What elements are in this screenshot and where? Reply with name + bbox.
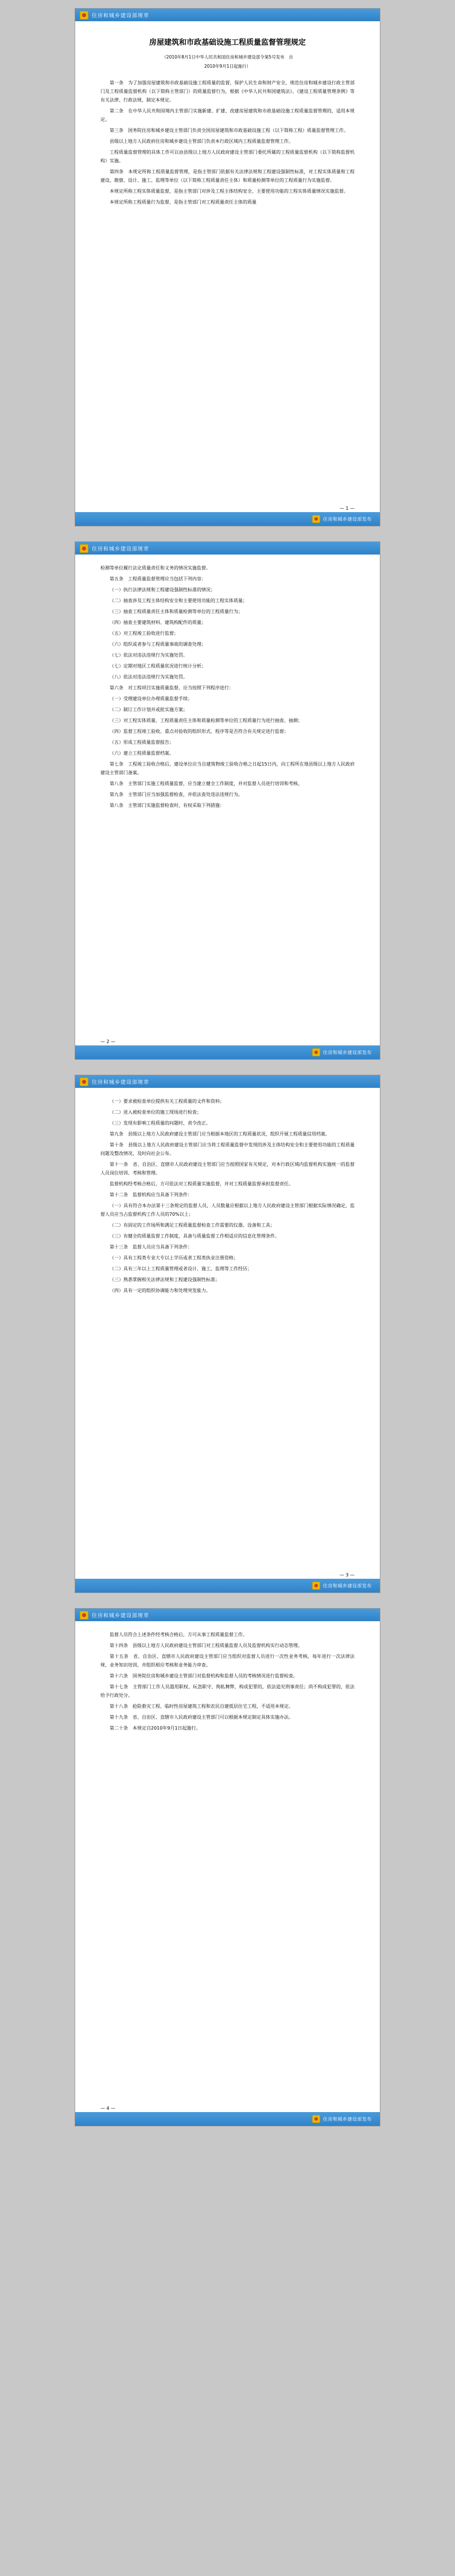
national-emblem-icon [312, 515, 320, 523]
paragraph: （一）要求被检查单位提供有关工程质量的文件和资料； [110, 1099, 224, 1104]
paragraph: （二）制订工作计划并或批实施方案； [110, 707, 188, 712]
paragraph: 第五条 工程质量监督管理应当包括下列内容： [110, 576, 206, 581]
paragraph: （四）具有一定的组织协调能力和处理突发能力。 [110, 1288, 211, 1293]
paragraph: （一）具有符合本办法第十三条规定的监督人员，人员数量应根据以上地方人民政府建设主管部门根据实际情况确定，监督人员应当占监督机构工作人员的70%以上； [100, 1203, 355, 1217]
footer-text: 住房和城乡建设部发布 [323, 2116, 372, 2122]
paragraph: （四）抽查主要建筑材料、建筑构配件的质量； [110, 620, 206, 625]
page-footer [75, 1045, 380, 1059]
page-number: — 2 — [100, 1039, 116, 1044]
paragraph: （三）抽查工程质量责任主体和质量检测等单位的工程质量行为； [110, 609, 243, 614]
page-body [75, 21, 380, 526]
paragraph: （八）依法对违法违规行为实施处罚。 [110, 674, 188, 680]
document-page-1 [75, 8, 380, 526]
paragraph: （三）熟悉掌握相关法律法规和工程建设强制性标准； [110, 1277, 220, 1282]
paragraph: 第二条 在中华人民共和国境内主管部门实施新建、扩建、改建房屋建筑和市政基础设施工程质量监督管理的，适用本规定。 [100, 108, 355, 122]
document-subtitle-line1: （2010年8月1日中华人民共和国住房和城乡建设部令第5号发布 自 [162, 54, 293, 60]
paragraph: 第十五条 省、自治区、直辖市人民政府建设主管部门应当组织对监督人员进行一次性业务考核，每年进行一次法律法规、业务知识培训，并组织相应考核和业务能力审查。 [100, 1654, 355, 1668]
page-footer [75, 1579, 380, 1593]
page-header [75, 542, 380, 555]
page-header [75, 1075, 380, 1088]
paragraph: （五）形成工程质量监督报告； [110, 740, 174, 745]
header-title: 住房和城乡建设部规章 [92, 13, 150, 19]
page-footer [75, 2112, 380, 2126]
paragraph: （六）组织或者参与工程质量事故的调查处理； [110, 642, 206, 647]
paragraph: （六）建立工程质量监督档案。 [110, 751, 174, 756]
national-emblem-icon [312, 2115, 320, 2123]
page-footer [75, 512, 380, 526]
footer-text: 住房和城乡建设部发布 [323, 1583, 372, 1588]
footer-text: 住房和城乡建设部发布 [323, 516, 372, 522]
paragraph: 第七条 工程竣工验收合格后，建设单位应当自建筑物竣工验收合格之日起15日内，向工程所在地县级以上地方人民政府建设主管部门备案。 [100, 762, 355, 775]
paragraph: （一）具有工程类专业大专以上学历或者工程类执业注册资格； [110, 1255, 238, 1260]
page-number: — 4 — [100, 2106, 116, 2111]
paragraph: 第九条 县级以上地方人民政府建设主管部门应当根据本地区的工程质量状况，组织开展工程质量信用档案。 [110, 1131, 330, 1137]
paragraph: 第十三条 监督人员应当具备下列条件： [110, 1244, 192, 1250]
paragraph: （三）对工程实体质量、工程质量责任主体和质量检测等单位的工程质量行为进行抽查、抽测； [110, 718, 302, 723]
paragraph: （三）有健全的质量监督工作制度，具备与质量监督工作相适应的信息化管理条件。 [110, 1234, 279, 1239]
page-number: — 1 — [339, 506, 355, 511]
paragraph: （二）抽查涉及工程主体结构安全和主要使用功能的工程实体质量； [110, 598, 247, 603]
paragraph: （七）定期对地区工程质量状况进行统计分析； [110, 663, 206, 669]
page-body [75, 555, 380, 1059]
page-title: 房屋建筑和市政基础设施工程质量监督管理规定 [149, 38, 306, 47]
document-page-2 [75, 541, 380, 1060]
header-title: 住房和城乡建设部规章 [92, 546, 150, 552]
national-emblem-icon [80, 1611, 88, 1619]
paragraph: 本规定所称工程质量行为监督，是指主管部门对工程质量责任主体的质量 [110, 200, 256, 205]
paragraph: （一）执行法律法规和工程建设强制性标准的情况； [110, 587, 215, 592]
paragraph: （三）发现有影响工程质量的问题时，责令改正。 [110, 1121, 211, 1126]
paragraph: 第十一条 省、自治区、直辖市人民政府建设主管部门应当按照国家有关规定，对本行政区域内监督机构实施统一的监督人员岗位培训、考核和管理。 [100, 1162, 355, 1176]
paragraph: 第六条 对工程项目实施质量监督，应当按照下列程序进行： [110, 685, 234, 690]
paragraph: 第九条 主管部门应当加强监督检查，并依法查处违法违规行为。 [110, 792, 243, 797]
page-header [75, 1609, 380, 1621]
page-number: — 3 — [339, 1572, 355, 1578]
paragraph: 第十六条 国务院住房和城乡建设主管部门对监督机构和监督人员的考核情况进行监督检查。 [110, 1673, 298, 1679]
paragraph: 本规定所称工程实体质量监督，是指主管部门对涉及工程主体结构安全、主要使用功能的工程实体质量情况实施监督。 [110, 189, 348, 194]
paragraph: 第八条 主管部门实施工程质量监督，应当建立健全工作制度，并对监督人员进行培训和考核。 [110, 781, 302, 786]
paragraph: 第二十条 本规定自2010年9月1日起施行。 [110, 1726, 201, 1731]
national-emblem-icon [80, 1078, 88, 1086]
paragraph: 检测等单位履行法定质量责任和义务的情况实施监督。 [100, 565, 211, 571]
page-header [75, 9, 380, 21]
paragraph: 第十八条 抢险救灾工程、临时性房屋建筑工程和农民自建低层住宅工程，不适用本规定。 [110, 1704, 293, 1709]
national-emblem-icon [312, 1582, 320, 1590]
document-page-3 [75, 1075, 380, 1593]
footer-stamp [312, 1048, 372, 1056]
national-emblem-icon [80, 544, 88, 553]
paragraph: 第十四条 县级以上地方人民政府建设主管部门对工程质量监督人员及监督机构实行动态管理。 [110, 1643, 302, 1648]
paragraph: 第八条 主管部门实施监督检查时，有权采取下列措施： [110, 803, 224, 808]
paragraph: 第三条 国务院住房和城乡建设主管部门负责全国房屋建筑和市政基础设施工程（以下简称工程）质量监督管理工作。 [110, 128, 348, 133]
paragraph: 监督机构经考核合格后，方可依法对工程质量实施监督，并对工程质量监督承担监督责任。 [110, 1181, 293, 1186]
paragraph: 第一条 为了加强房屋建筑和市政基础设施工程质量的监督，保护人民生命和财产安全，规范住房和城乡建设行政主管部门及工程质量监督机构（以下简称主管部门）的质量监督行为，根据《中华人民共和国建筑法》、《建设工程质量管理条例》等有关法律、行政法规，制定本规定。 [100, 80, 355, 103]
page-body [75, 1621, 380, 2126]
paragraph: 第十九条 省、自治区、直辖市人民政府建设主管部门可以根据本规定制定具体实施办法。 [110, 1715, 293, 1720]
footer-stamp [312, 2115, 372, 2123]
document-subtitle-line2: 2010年9月1日起施行） [204, 64, 251, 69]
paragraph: 第四条 本规定所称工程质量监督管理，是指主管部门依据有关法律法规和工程建设强制性标准，对工程实体质量和工程建设、勘察、设计、施工、监理等单位（以下简称工程质量责任主体）和质量检测等单位的工程质量行为实施监督。 [100, 169, 355, 183]
header-title: 住房和城乡建设部规章 [92, 1079, 150, 1086]
paragraph: 县级以上地方人民政府住房和城乡建设主管部门负责本行政区域内工程质量监督管理工作。 [110, 139, 293, 144]
paragraph: 第十二条 监督机构应当具备下列条件： [110, 1192, 192, 1197]
paragraph: （二）具有三年以上工程质量管理或者设计、施工、监理等工作经历； [110, 1266, 252, 1271]
header-title: 住房和城乡建设部规章 [92, 1613, 150, 1619]
paragraph: 监督人员符合上述条件经考核合格后，方可从事工程质量监督工作。 [110, 1632, 247, 1637]
paragraph: 工程质量监督管理的具体工作可以由县级以上地方人民政府建设主管部门委托所属的工程质量监督机构（以下简称监督机构）实施。 [100, 150, 355, 163]
paragraph: （七）依法对违法违规行为实施处罚。 [110, 653, 188, 658]
footer-stamp [312, 1582, 372, 1590]
national-emblem-icon [312, 1048, 320, 1056]
paragraph: （二）有固定的工作场所和满足工程质量监督检查工作需要的仪器、设备和工具； [110, 1223, 275, 1228]
paragraph: 第十条 县级以上地方人民政府建设主管部门应当将工程质量监督中发现的涉及主体结构安全和主要使用功能的工程质量问题及整改情况，及时向社会公布。 [100, 1142, 355, 1156]
paragraph: 第十七条 主管部门工作人员滥用职权、玩忽职守、徇私舞弊，构成犯罪的，依法追究刑事责任；尚不构成犯罪的，依法给予行政处分。 [100, 1684, 355, 1698]
paragraph: （一）受理建设单位办理质量监督手续； [110, 696, 192, 701]
paragraph: （五）对工程竣工验收进行监督； [110, 631, 178, 636]
document-page-4 [75, 1608, 380, 2126]
page-body [75, 1088, 380, 1593]
footer-stamp [312, 515, 372, 523]
footer-text: 住房和城乡建设部发布 [323, 1049, 372, 1055]
paragraph: （四）监督工程竣工验收、重点对验收的组织形式、程序等是否符合有关规定进行监督； [110, 729, 289, 734]
paragraph: （二）进入被检查单位的施工现场进行检查； [110, 1110, 201, 1115]
national-emblem-icon [80, 11, 88, 19]
